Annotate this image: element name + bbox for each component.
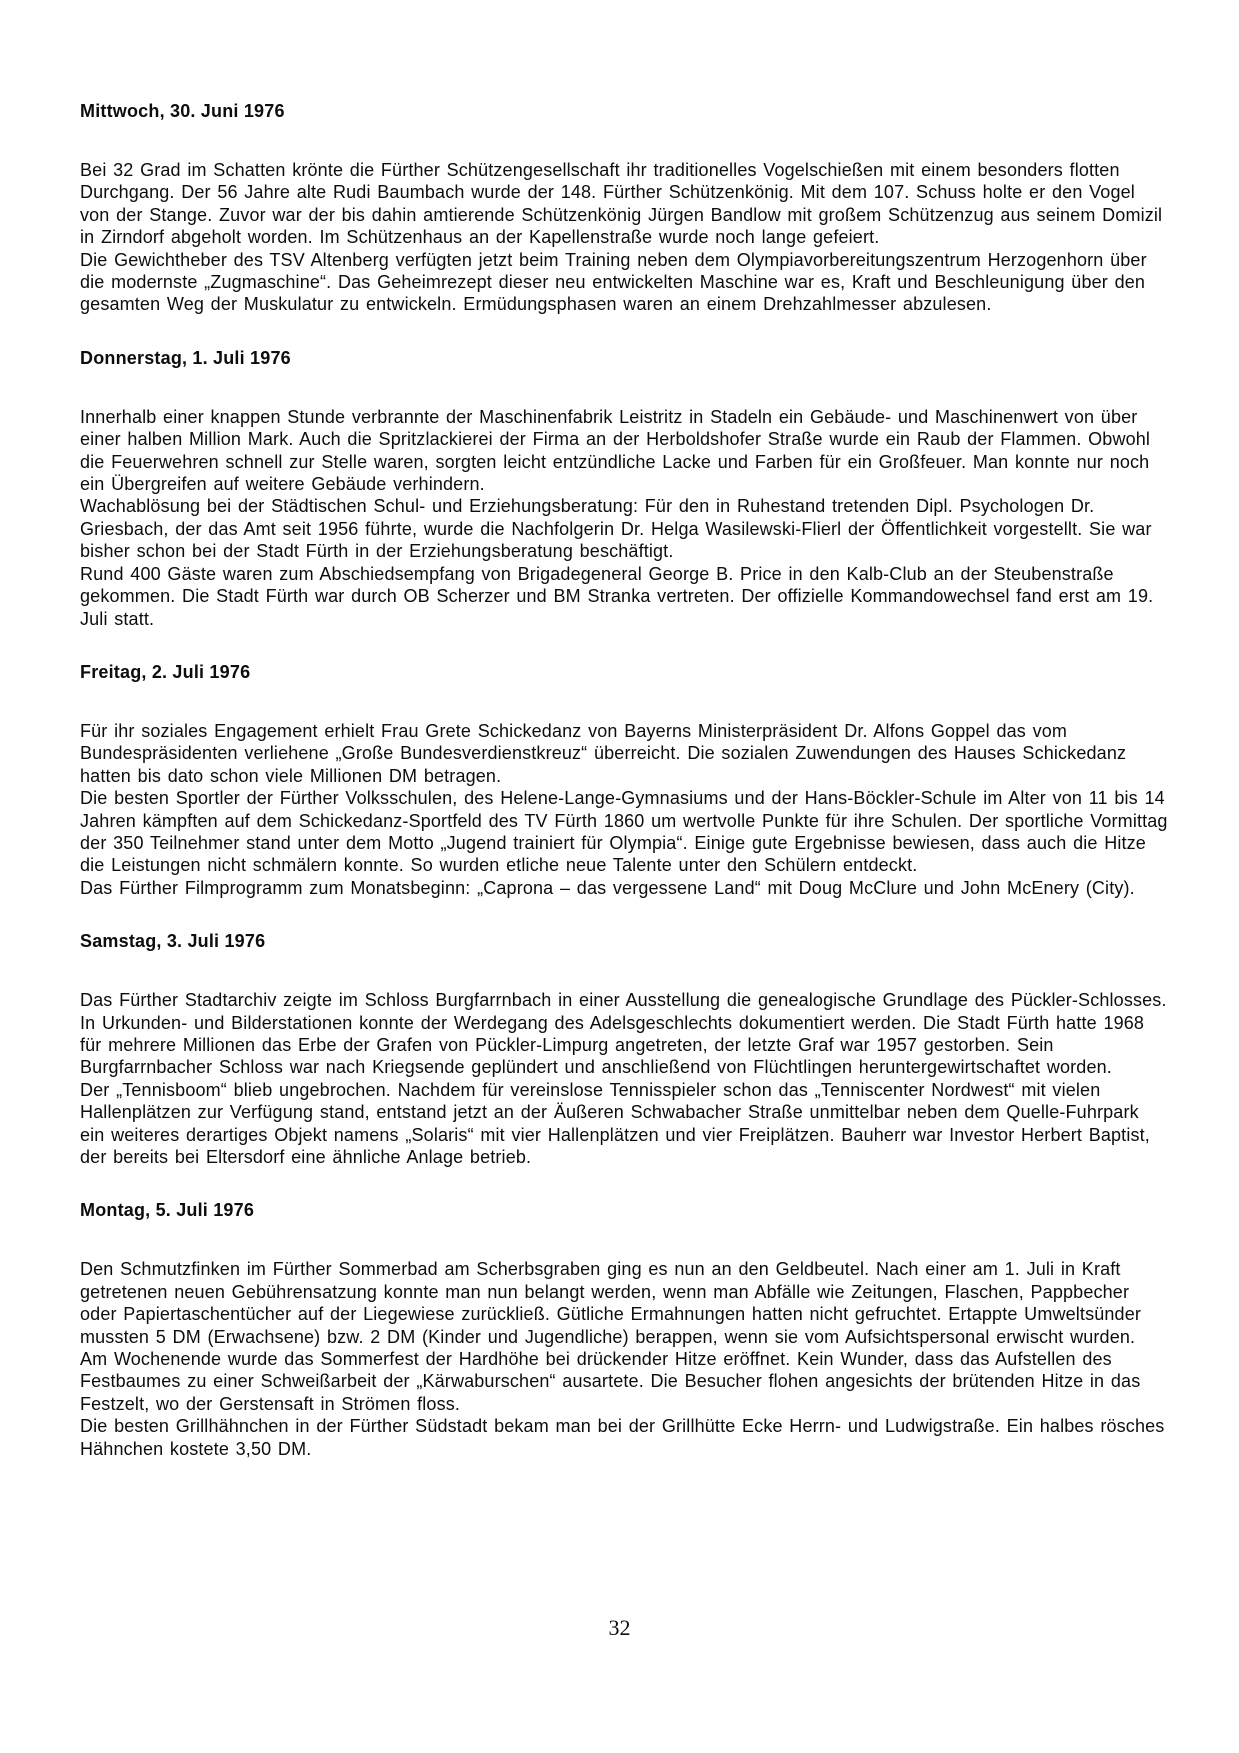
- chronicle-entry-1976-07-03: [80, 930, 1168, 1168]
- section-paragraph: Wachablösung bei der Städtischen Schul- und Erziehungsberatung: Für den in Ruhestand tretenden Dipl. Psychologen Dr. Griesbach, der das Amt seit 1956 führte, wurde die Nachfolgerin Dr. Helga Wasilewski-Flierl der Öffentlichkeit vorgestellt. Sie war bisher schon bei der Stadt Fürth in der Erziehungsberatung beschäftigt.: [80, 496, 1152, 562]
- section-paragraph: Bei 32 Grad im Schatten krönte die Fürther Schützengesellschaft ihr traditionelles Vogelschießen mit einem besonders flotten Durchgang. Der 56 Jahre alte Rudi Baumbach wurde der 148. Fürther Schützenkönig. Mit dem 107. Schuss holte er den Vogel von der Stange. Zuvor war der bis dahin amtierende Schützenkönig Jürgen Bandlow mit großem Schützenzug aus seinem Domizil in Zirndorf abgeholt worden. Im Schützenhaus an der Kapellenstraße wurde noch lange gefeiert.: [80, 160, 1163, 248]
- section-heading: Donnerstag, 1. Juli 1976: [80, 347, 291, 368]
- chronicle-entry-1976-07-01: [80, 347, 1168, 630]
- section-paragraph: Die besten Sportler der Fürther Volksschulen, des Helene-Lange-Gymnasiums und der Hans-Böckler-Schule im Alter von 11 bis 14 Jahren kämpften auf dem Schickedanz-Sportfeld des TV Fürth 1860 um wertvolle Punkte für ihre Schulen. Der sportliche Vormittag der 350 Teilnehmer stand unter dem Motto „Jugend trainiert für Olympia“. Einige gute Ergebnisse bewiesen, dass auch die Hitze die Leistungen nicht schmälern konnte. So wurden etliche neue Talente unter den Schülern entdeckt.: [80, 788, 1168, 876]
- section-heading: Samstag, 3. Juli 1976: [80, 931, 266, 952]
- page-footer: [0, 1615, 1239, 1641]
- section-paragraph: Die besten Grillhähnchen in der Fürther Südstadt bekam man bei der Grillhütte Ecke Herrn- und Ludwigstraße. Ein halbes rösches Hähnchen kostete 3,50 DM.: [80, 1416, 1165, 1459]
- section-heading: Mittwoch, 30. Juni 1976: [80, 101, 285, 121]
- section-heading: Freitag, 2. Juli 1976: [80, 661, 251, 682]
- section-paragraph: Rund 400 Gäste waren zum Abschiedsempfang von Brigadegeneral George B. Price in den Kalb-Club an der Steubenstraße gekommen. Die Stadt Fürth war durch OB Scherzer und BM Stranka vertreten. Der offizielle Kommandowechsel fand erst am 19. Juli statt.: [80, 563, 1154, 629]
- section-paragraph: Für ihr soziales Engagement erhielt Frau Grete Schickedanz von Bayerns Ministerpräsident Dr. Alfons Goppel das vom Bundespräsidenten verliehene „Große Bundesverdienstkreuz“ überreicht. Die sozialen Zuwendungen des Hauses Schickedanz hatten bis dato schon viele Millionen DM betragen.: [80, 720, 1127, 786]
- section-heading: Montag, 5. Juli 1976: [80, 1200, 255, 1221]
- page-number: 32: [608, 1615, 631, 1640]
- chronicle-entry-1976-06-30: [80, 100, 1168, 316]
- section-paragraph: Der „Tennisboom“ blieb ungebrochen. Nachdem für vereinslose Tennisspieler schon das „Tenniscenter Nordwest“ mit vielen Hallenplätzen zur Verfügung stand, entstand jetzt an der Äußeren Schwabacher Straße unmittelbar neben dem Quelle-Fuhrpark ein weiteres derartiges Objekt namens „Solaris“ mit vier Hallenplätzen und vier Freiplätzen. Bauherr war Investor Herbert Baptist, der bereits bei Eltersdorf eine ähnliche Anlage betrieb.: [80, 1079, 1150, 1167]
- chronicle-entry-1976-07-05: [80, 1199, 1168, 1460]
- section-paragraph: Am Wochenende wurde das Sommerfest der Hardhöhe bei drückender Hitze eröffnet. Kein Wunder, dass das Aufstellen des Festbaumes zu einer Schweißarbeit der „Kärwaburschen“ ausartete. Die Besucher flohen angesichts der brütenden Hitze in das Festzelt, wo der Gerstensaft in Strömen floss.: [80, 1349, 1141, 1414]
- section-paragraph: Das Fürther Filmprogramm zum Monatsbeginn: „Caprona – das vergessene Land“ mit Doug McClure und John McEnery (City).: [80, 877, 1135, 898]
- section-paragraph: Innerhalb einer knappen Stunde verbrannte der Maschinenfabrik Leistritz in Stadeln ein Gebäude- und Maschinenwert von über einer halben Million Mark. Auch die Spritzlackierei der Firma an der Herboldshofer Straße wurde ein Raub der Flammen. Obwohl die Feuerwehren schnell zur Stelle waren, sorgten leicht entzündliche Lacke und Farben für ein Großfeuer. Man konnte nur noch ein Übergreifen auf weitere Gebäude verhindern.: [80, 406, 1151, 495]
- section-paragraph: Die Gewichtheber des TSV Altenberg verfügten jetzt beim Training neben dem Olympiavorbereitungszentrum Herzogenhorn über die modernste „Zugmaschine“. Das Geheimrezept dieser neu entwickelten Maschine war es, Kraft und Beschleunigung über den gesamten Weg der Muskulatur zu entwickeln. Ermüdungsphasen waren an einem Drehzahlmesser abzulesen.: [80, 249, 1147, 315]
- section-paragraph: Den Schmutzfinken im Fürther Sommerbad am Scherbsgraben ging es nun an den Geldbeutel. Nach einer am 1. Juli in Kraft getretenen neuen Gebührensatzung konnte man nun belangt werden, wenn man Abfälle wie Zeitungen, Flaschen, Pappbecher oder Papiertaschentücher auf der Liegewiese zurückließ. Gütliche Ermahnungen hatten nicht gefruchtet. Ertappte Umweltsünder mussten 5 DM (Erwachsene) bzw. 2 DM (Kinder und Jugendliche) berappen, wenn sie vom Aufsichtspersonal erwischt wurden.: [80, 1259, 1142, 1347]
- chronicle-entry-1976-07-02: [80, 661, 1168, 899]
- page-content: [80, 100, 1168, 1491]
- section-paragraph: Das Fürther Stadtarchiv zeigte im Schloss Burgfarrnbach in einer Ausstellung die genealogische Grundlage des Pückler-Schlosses. In Urkunden- und Bilderstationen konnte der Werdegang des Adelsgeschlechts dokumentiert werden. Die Stadt Fürth hatte 1968 für mehrere Millionen das Erbe der Grafen von Pückler-Limpurg angetreten, der letzte Graf war 1957 gestorben. Sein Burgfarrnbacher Schloss war nach Kriegsende geplündert und anschließend von Flüchtlingen heruntergewirtschaftet worden.: [80, 990, 1167, 1078]
